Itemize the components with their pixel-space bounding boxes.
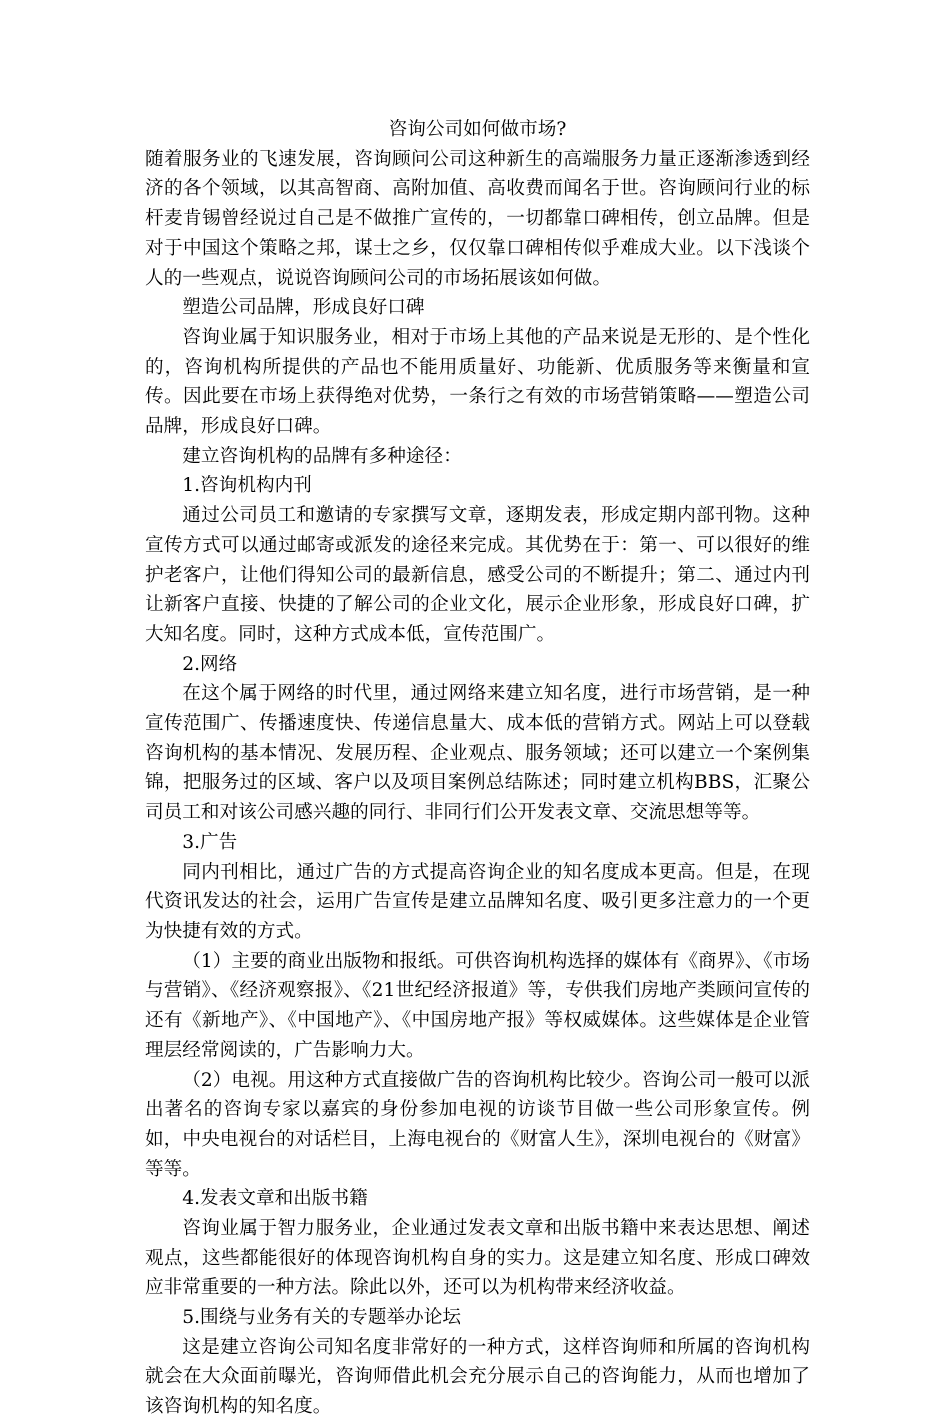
list-heading-publishing: 4.发表文章和出版书籍 [182, 1188, 368, 1210]
body-paragraph: 通过公司员工和邀请的专家撰写文章，逐期发表，形成定期内部刊物。这种宣传方式可以通过邮寄或派发的途径来完成。其优势在于：第一、可以很好的维护老客户，让他们得知公司的最新信息，感受公司的不断提升；第二、通过内刊让新客户直接、快捷的了解公司的企业文化，展示企业形象，形成良好口碑，扩大知名度。同时，这种方式成本低，宣传范围广。 [145, 505, 810, 645]
body-paragraph: 这是建立咨询公司知名度非常好的一种方式，这样咨询师和所属的咨询机构就会在大众面前曝光，咨询师借此机会充分展示自己的咨询能力，从而也增加了该咨询机构的知名度。 [145, 1336, 810, 1417]
document-title: 咨询公司如何做市场? [388, 119, 567, 140]
section-heading-brand: 塑造公司品牌，形成良好口碑 [182, 297, 425, 319]
list-heading-forum: 5.围绕与业务有关的专题举办论坛 [182, 1307, 462, 1329]
list-heading-internal-journal: 1.咨询机构内刊 [182, 475, 312, 497]
intro-paragraph: 随着服务业的飞速发展，咨询顾问公司这种新生的高端服务力量正逐渐渗透到经济的各个领域，以其高智商、高附加值、高收费而闻名于世。咨询顾问行业的标杆麦肯锡曾经说过自己是不做推广宣传的，一切都靠口碑相传，创立品牌。但是对于中国这个策略之邦，谋士之乡，仅仅靠口碑相传似乎难成大业。以下浅谈个人的一些观点，说说咨询顾问公司的市场拓展该如何做。 [145, 148, 810, 289]
body-paragraph: 建立咨询机构的品牌有多种途径： [182, 445, 462, 467]
list-heading-network: 2.网络 [182, 653, 238, 675]
body-paragraph: 同内刊相比，通过广告的方式提高咨询企业的知名度成本更高。但是，在现代资讯发达的社会，运用广告宣传是建立品牌知名度、吸引更多注意力的一个更为快捷有效的方式。 [145, 861, 810, 942]
body-paragraph: 咨询业属于知识服务业，相对于市场上其他的产品来说是无形的、是个性化的，咨询机构所提供的产品也不能用质量好、功能新、优质服务等来衡量和宣传。因此要在市场上获得绝对优势，一条行之有效的市场营销策略——塑造公司品牌，形成良好口碑。 [145, 326, 810, 438]
body-paragraph: 在这个属于网络的时代里，通过网络来建立知名度，进行市场营销，是一种宣传范围广、传播速度快、传递信息量大、成本低的营销方式。网站上可以登载咨询机构的基本情况、发展历程、企业观点、服务领域；还可以建立一个案例集锦，把服务过的区域、客户以及项目案例总结陈述；同时建立机构BBS，汇聚公司员工和对该公司感兴趣的同行、非同行们公开发表文章、交流思想等等。 [145, 683, 810, 824]
body-paragraph: （2）电视。用这种方式直接做广告的咨询机构比较少。咨询公司一般可以派出著名的咨询专家以嘉宾的身份参加电视的访谈节目做一些公司形象宣传。例如，中央电视台的对话栏目，上海电视台的《财富人生》，深圳电视台的《财富》等等。 [145, 1069, 810, 1180]
list-heading-advertising: 3.广告 [182, 831, 238, 853]
body-paragraph: 咨询业属于智力服务业，企业通过发表文章和出版书籍中来表达思想、阐述观点，这些都能很好的体现咨询机构自身的实力。这是建立知名度、形成口碑效应非常重要的一种方法。除此以外，还可以为机构带来经济收益。 [145, 1218, 810, 1299]
body-paragraph: （1）主要的商业出版物和报纸。可供咨询机构选择的媒体有《商界》、《市场与营销》、《经济观察报》、《21世纪经济报道》等，专供我们房地产类顾问宣传的还有《新地产》、《中国地产》、《中国房地产报》等权威媒体。这些媒体是企业管理层经常阅读的，广告影响力大。 [145, 950, 810, 1061]
document-page [145, 115, 810, 1421]
